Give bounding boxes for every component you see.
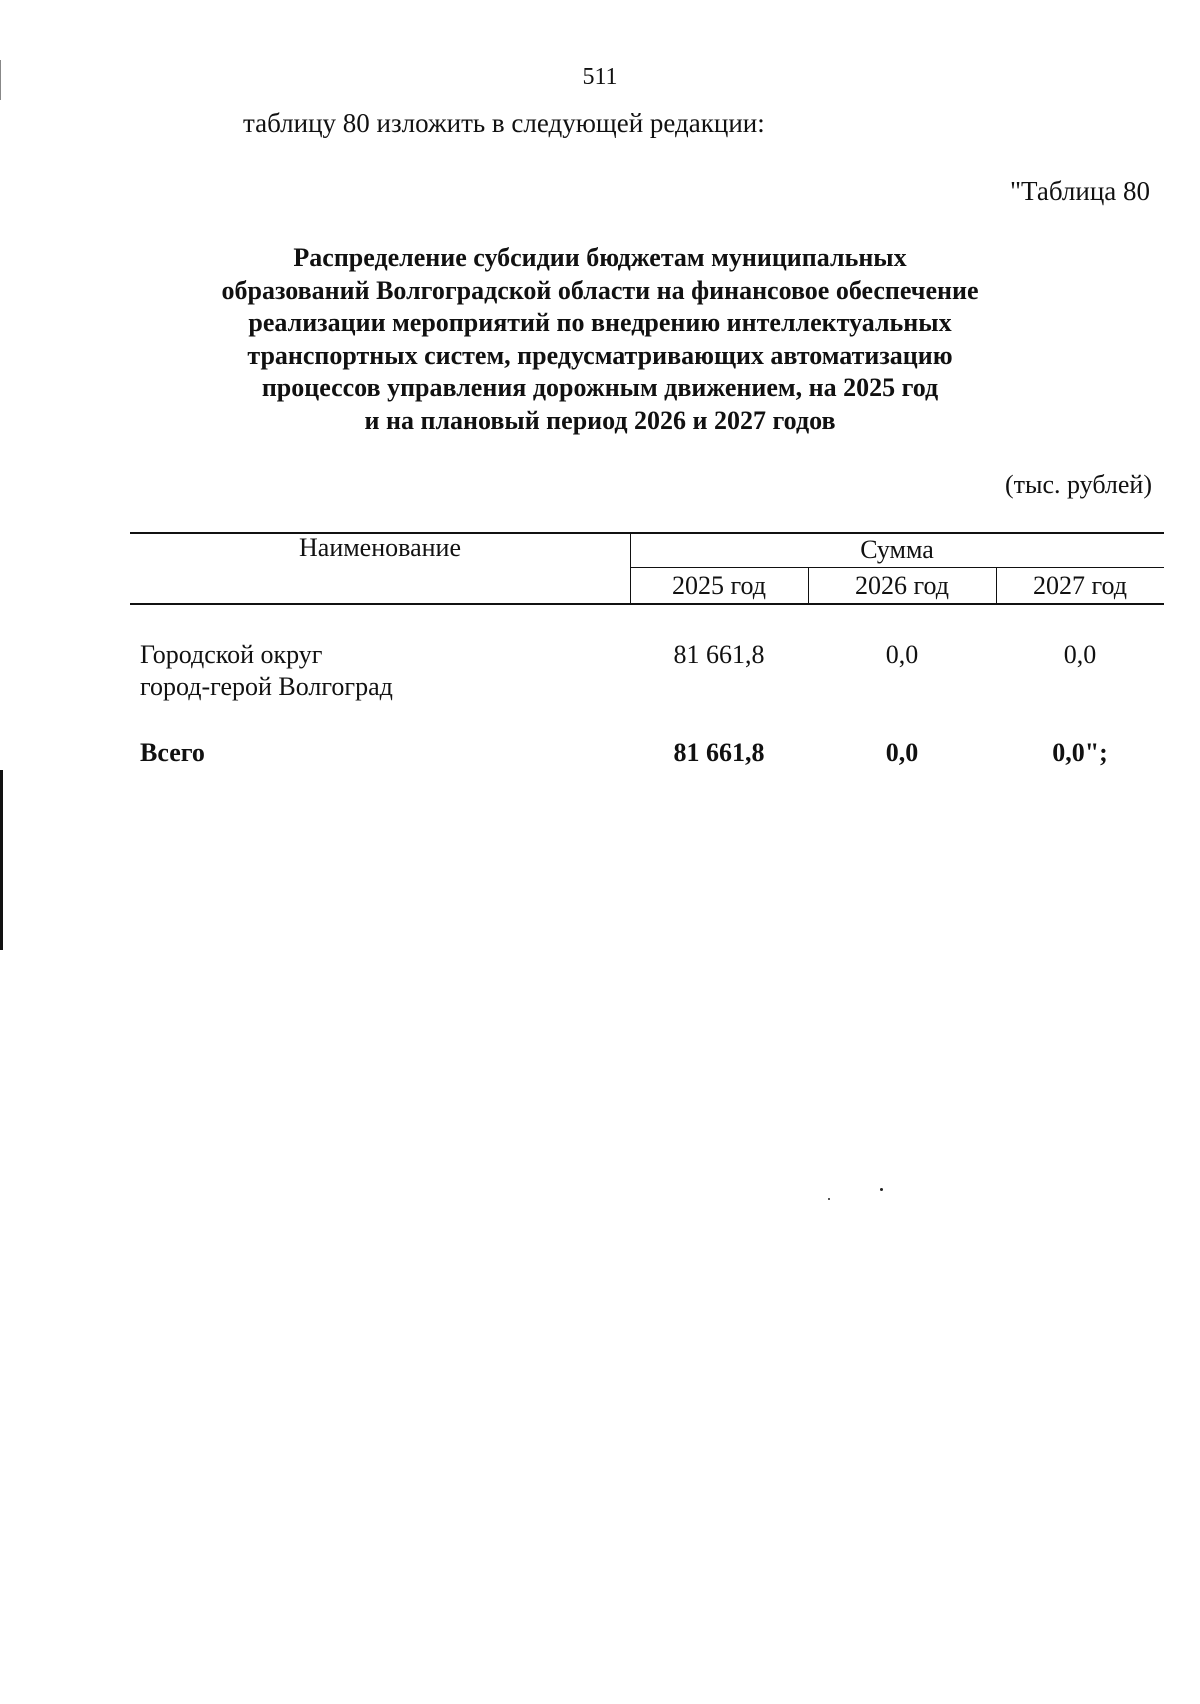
header-year-2027: 2027 год [1033, 571, 1127, 600]
row-value-2026: 0,0 [885, 640, 919, 669]
title-line: транспортных систем, предусматривающих автоматизацию [247, 340, 953, 370]
row-name-line: Городской округ [140, 640, 323, 669]
row-name-line: город-герой Волгоград [140, 672, 393, 701]
intro-text: таблицу 80 изложить в следующей редакции: [243, 108, 765, 138]
header-year-2025: 2025 год [672, 571, 766, 600]
subsidy-table [130, 532, 1164, 802]
header-name: Наименование [299, 533, 461, 562]
units-label: (тыс. рублей) [1004, 470, 1152, 499]
title-line: реализации мероприятий по внедрению интеллектуальных [248, 308, 952, 337]
row-value-2027: 0,0 [1063, 640, 1097, 669]
total-value-2027: 0,0"; [1052, 738, 1108, 767]
title-line: и на плановый период 2026 и 2027 годов [364, 405, 836, 435]
total-value-2025: 81 661,8 [673, 738, 765, 767]
title-line: процессов управления дорожным движением, на 2025 год [261, 373, 939, 402]
row-name [140, 639, 620, 703]
total-label: Всего [140, 738, 205, 767]
table-reference: "Таблица 80 [1010, 176, 1150, 206]
header-sum: Сумма [860, 535, 934, 564]
header-year-2026: 2026 год [855, 571, 949, 600]
page-number: 511 [582, 64, 618, 90]
scan-speck [880, 1188, 883, 1191]
scan-speck [828, 1198, 830, 1200]
scan-edge-mark [0, 60, 1, 100]
sum-header-rule [630, 567, 1164, 568]
total-value-2026: 0,0 [885, 738, 919, 767]
scan-edge-mark [0, 770, 3, 950]
title-line: образований Волгоградской области на финансовое обеспечение [221, 275, 979, 305]
document-title [150, 242, 1050, 437]
row-value-2025: 81 661,8 [673, 640, 765, 669]
title-line: Распределение субсидии бюджетам муниципальных [293, 243, 907, 272]
table-header-bottom-rule [130, 603, 1164, 605]
